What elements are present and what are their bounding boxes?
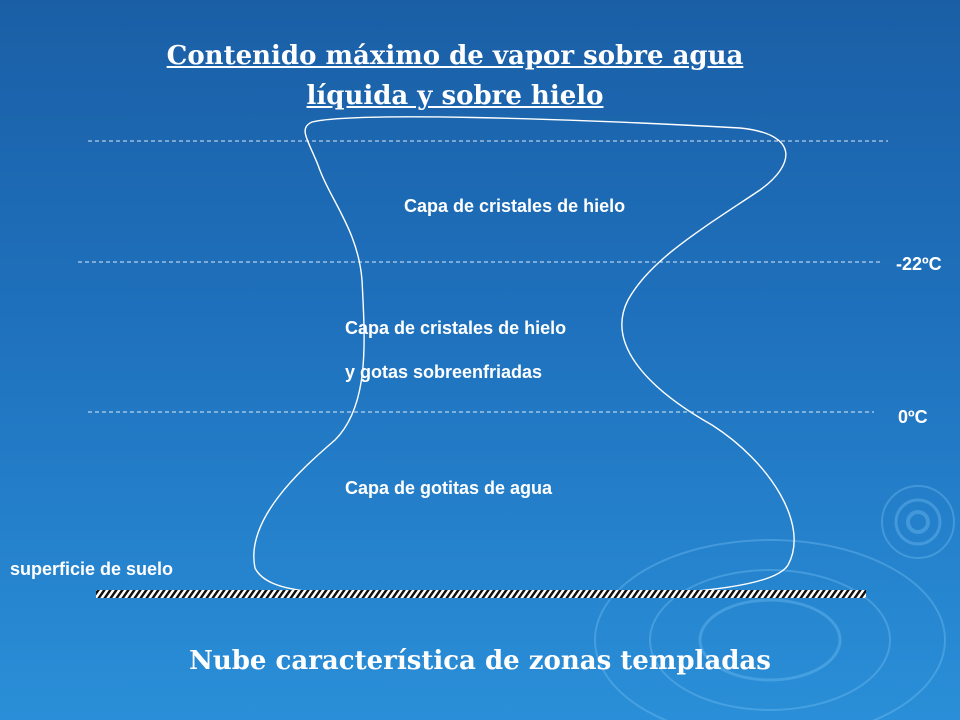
page-title bbox=[0, 36, 910, 116]
ice-layer-label: Capa de cristales de hielo bbox=[404, 196, 626, 216]
footer-caption: Nube característica de zonas templadas bbox=[189, 646, 771, 676]
mixed-layer-label-line-1: Capa de cristales de hielo bbox=[345, 318, 567, 338]
mixed-layer-label-line-2: y gotas sobreenfriadas bbox=[345, 362, 543, 382]
zero-isotherm-label: 0ºC bbox=[898, 407, 928, 427]
water-layer-label: Capa de gotitas de agua bbox=[345, 478, 553, 498]
ground-surface-label: superficie de suelo bbox=[10, 559, 174, 579]
title-line-2: líquida y sobre hielo bbox=[306, 81, 604, 111]
title-line-1: Contenido máximo de vapor sobre agua bbox=[166, 41, 744, 71]
minus22-isotherm-label: -22ºC bbox=[896, 254, 942, 274]
cloud-outline bbox=[254, 117, 794, 597]
ground-surface bbox=[96, 590, 866, 598]
water-ripple-decoration bbox=[595, 486, 954, 720]
